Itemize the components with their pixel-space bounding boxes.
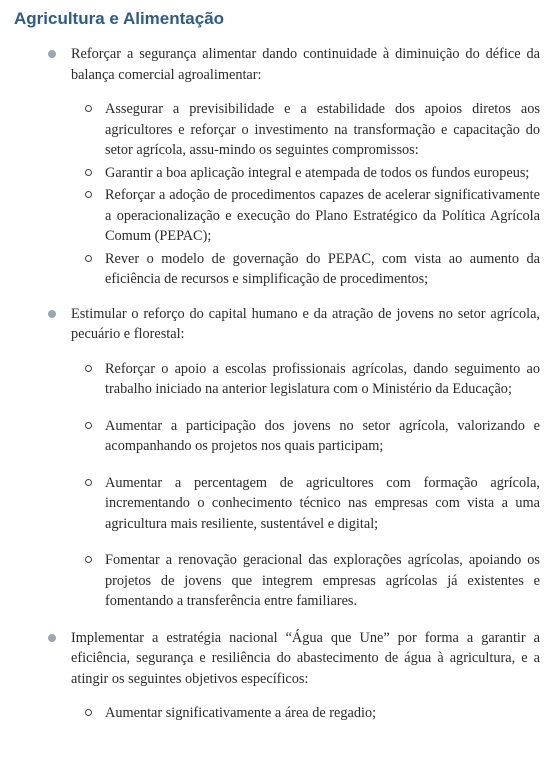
sub-list-item-text: Reforçar a adoção de procedimentos capazes de acelerar significativamente a operacionalização e execução do Plano Estratégico da Política Agrícola Comum (PEPAC); — [105, 187, 540, 244]
bullet-icon — [48, 310, 56, 318]
sub-list-item — [71, 550, 540, 612]
circle-bullet-icon — [85, 556, 92, 563]
sub-list-item-text: Fomentar a renovação geracional das explorações agrícolas, apoiando os projetos de jovens que integrem empresas agrícolas já existentes e fomentando a transferência entre familiares. — [105, 552, 540, 609]
circle-bullet-icon — [85, 479, 92, 486]
list-item — [14, 628, 540, 724]
circle-bullet-icon — [85, 255, 92, 262]
sub-list — [71, 703, 540, 724]
circle-bullet-icon — [85, 105, 92, 112]
circle-bullet-icon — [85, 422, 92, 429]
section-heading: Agricultura e Alimentação — [14, 9, 225, 28]
sub-list-item — [71, 99, 540, 161]
sub-list-item — [71, 416, 540, 457]
sub-list — [71, 359, 540, 612]
circle-bullet-icon — [85, 365, 92, 372]
sub-list-item — [71, 249, 540, 290]
sub-list-item — [71, 703, 540, 724]
sub-list — [71, 99, 540, 290]
circle-bullet-icon — [85, 191, 92, 198]
list-item-text: Estimular o reforço do capital humano e da atração de jovens no setor agrícola, pecuário e florestal: — [71, 305, 540, 342]
sub-list-item-text: Aumentar a participação dos jovens no setor agrícola, valorizando e acompanhando os projetos nos quais participam; — [105, 417, 540, 454]
sub-list-item-text: Assegurar a previsibilidade e a estabilidade dos apoios diretos aos agricultores e reforçar o investimento na transformação e capacitação do setor agrícola, assu-mindo os seguintes compromissos: — [105, 101, 540, 158]
sub-list-item-text: Garantir a boa aplicação integral e atempada de todos os fundos europeus; — [105, 164, 530, 181]
sub-list-item-text: Aumentar significativamente a área de regadio; — [105, 705, 377, 721]
bullet-icon — [48, 634, 56, 642]
list-item-text: Reforçar a segurança alimentar dando continuidade à diminuição do défice da balança comercial agroalimentar: — [71, 46, 540, 83]
sub-list-item-text: Aumentar a percentagem de agricultores com formação agrícola, incrementando o conhecimento técnico nas empresas com vista a uma agricultura mais resiliente, sustentável e digital; — [105, 474, 540, 532]
sub-list-item-text: Reforçar o apoio a escolas profissionais agrícolas, dando seguimento ao trabalho iniciado na anterior legislatura com o Ministério da Educação; — [105, 360, 540, 397]
bullet-icon — [48, 50, 56, 58]
sub-list-item — [71, 359, 540, 400]
circle-bullet-icon — [85, 169, 92, 176]
sub-list-item — [71, 163, 540, 184]
list-item — [14, 304, 540, 612]
sub-list-item — [71, 185, 540, 247]
list-item-text: Implementar a estratégia nacional “Água que Une” por forma a garantir a eficiência, segurança e resiliência do abastecimento de água à agricultura, e a atingir os seguintes objetivos específicos: — [71, 629, 540, 687]
sub-list-item — [71, 473, 540, 535]
sub-list-item-text: Rever o modelo de governação do PEPAC, com vista ao aumento da eficiência de recursos e simplificação de procedimentos; — [105, 250, 540, 287]
list-item — [14, 44, 540, 290]
main-list — [14, 44, 540, 724]
circle-bullet-icon — [85, 709, 92, 716]
